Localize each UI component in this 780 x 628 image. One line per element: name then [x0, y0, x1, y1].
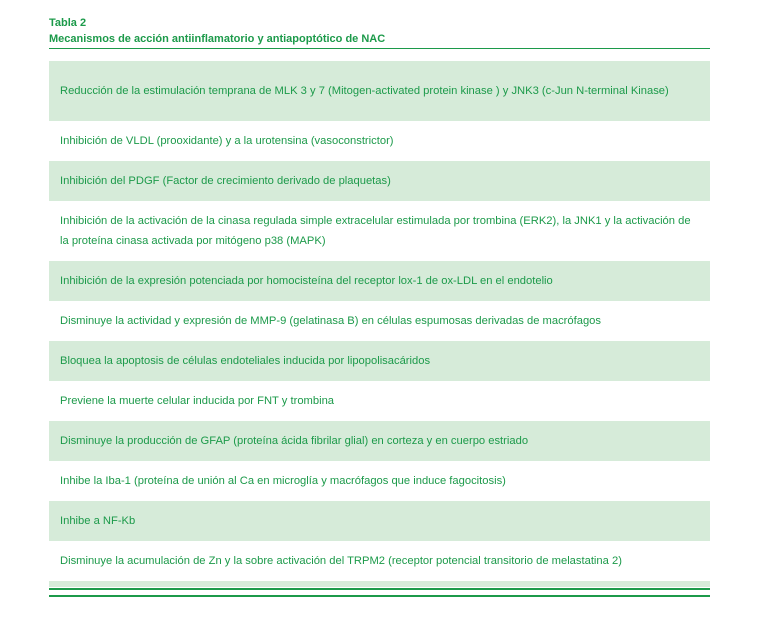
table-row: Previene la muerte celular inducida por FNT y trombina — [60, 395, 335, 407]
table-row: Disminuye la actividad y expresión de MMP-9 (gelatinasa B) en células espumosas derivadas de macrófagos — [60, 315, 601, 327]
table-row: Inhibe la Iba-1 (proteína de unión al Ca en microglía y macrófagos que induce fagocitosis) — [60, 475, 506, 487]
table-row: Inhibición de la activación de la cinasa regulada simple extracelular estimulada por trombina (ERK2), la JNK1 y la activación de la proteína cinasa activada por mitógeno p38 (MAPK) — [60, 215, 691, 247]
table-row: Bloquea la apoptosis de células endoteliales inducida por lipopolisacáridos — [49, 341, 710, 381]
table-row: Inhibición de la expresión potenciada por homocisteína del receptor lox-1 de ox-LDL en el endotelio — [49, 261, 710, 301]
bottom-rule — [49, 588, 710, 590]
table-row: Inhibición del PDGF (Factor de crecimiento derivado de plaquetas) — [49, 161, 710, 201]
table-row: Disminuye la producción de GFAP (proteína ácida fibrilar glial) en corteza y en cuerpo estriado — [49, 421, 710, 461]
table-row: Disminuye la acumulación de Zn y la sobre activación del TRPM2 (receptor potencial transitorio de melastatina 2) — [60, 555, 622, 567]
mechanisms-table — [49, 16, 710, 597]
table-title: Mecanismos de acción antiinflamatorio y antiapoptótico de NAC — [49, 33, 386, 45]
table-row: Reducción de la estimulación temprana de MLK 3 y 7 (Mitogen-activated protein kinase ) y JNK3 (c-Jun N-terminal Kinase) — [49, 61, 710, 121]
table-bottom-band — [49, 581, 710, 587]
bottom-rule-secondary — [49, 595, 710, 597]
table-body — [49, 61, 710, 581]
title-divider — [49, 48, 710, 49]
table-row: Inhibe a NF-Kb — [49, 501, 710, 541]
table-row: Inhibición de VLDL (prooxidante) y a la urotensina (vasoconstrictor) — [60, 135, 394, 147]
table-label: Tabla 2 — [49, 17, 87, 29]
